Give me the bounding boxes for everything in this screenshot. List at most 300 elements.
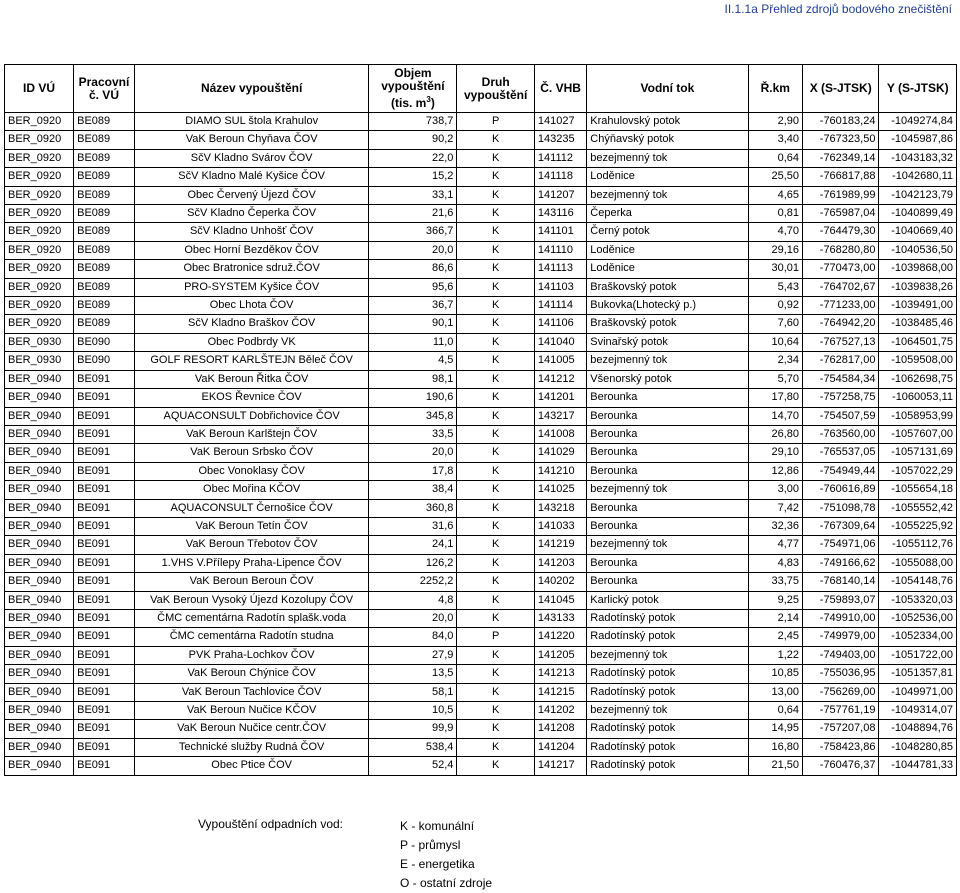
cell-id-vu: BER_0940: [5, 425, 74, 443]
cell-nazev: AQUACONSULT Černošice ČOV: [134, 499, 369, 517]
cell-vodni-tok: Karlický potok: [587, 591, 748, 609]
cell-druh: K: [457, 554, 535, 572]
cell-id-vu: BER_0920: [5, 241, 74, 259]
cell-pracovni: BE091: [74, 499, 135, 517]
cell-rkm: 10,85: [748, 665, 802, 683]
cell-objem: 31,6: [369, 517, 457, 535]
header-rkm: Ř.km: [748, 65, 802, 113]
cell-x: -760476,37: [803, 757, 879, 775]
cell-vodni-tok: Braškovský potok: [587, 278, 748, 296]
cell-y: -1054148,76: [879, 573, 957, 591]
legend-item: K - komunální: [400, 819, 475, 833]
cell-pracovni: BE089: [74, 223, 135, 241]
cell-pracovni: BE089: [74, 278, 135, 296]
cell-rkm: 0,64: [748, 149, 802, 167]
table-row: [5, 444, 957, 462]
table-row: [5, 333, 957, 351]
cell-pracovni: BE091: [74, 702, 135, 720]
cell-druh: K: [457, 315, 535, 333]
cell-nazev: VaK Beroun Chýnice ČOV: [134, 665, 369, 683]
header-pracovni: Pracovní č. VÚ: [74, 65, 135, 113]
cell-rkm: 10,64: [748, 333, 802, 351]
cell-cvhb: 140202: [534, 573, 586, 591]
cell-druh: K: [457, 241, 535, 259]
cell-rkm: 2,34: [748, 352, 802, 370]
cell-y: -1042123,79: [879, 186, 957, 204]
header-objem: Objem vypouštění (tis. $m^3$): [369, 65, 457, 113]
cell-rkm: 14,70: [748, 407, 802, 425]
cell-vodni-tok: Loděnice: [587, 260, 748, 278]
cell-objem: 27,9: [369, 646, 457, 664]
cell-x: -765537,05: [803, 444, 879, 462]
cell-objem: 52,4: [369, 757, 457, 775]
cell-x: -770473,00: [803, 260, 879, 278]
cell-cvhb: 141220: [534, 628, 586, 646]
cell-vodni-tok: bezejmenný tok: [587, 536, 748, 554]
cell-vodni-tok: Berounka: [587, 573, 748, 591]
cell-x: -771233,00: [803, 297, 879, 315]
cell-rkm: 21,50: [748, 757, 802, 775]
cell-objem: 24,1: [369, 536, 457, 554]
cell-id-vu: BER_0920: [5, 131, 74, 149]
cell-cvhb: 141114: [534, 297, 586, 315]
cell-cvhb: 141204: [534, 738, 586, 756]
cell-rkm: 14,95: [748, 720, 802, 738]
table-row: [5, 149, 957, 167]
cell-cvhb: 141208: [534, 720, 586, 738]
cell-cvhb: 141110: [534, 241, 586, 259]
table-row: [5, 738, 957, 756]
cell-vodni-tok: Radotínský potok: [587, 720, 748, 738]
cell-rkm: 4,83: [748, 554, 802, 572]
header-id-vu: ID VÚ: [5, 65, 74, 113]
cell-nazev: DIAMO SUL štola Krahulov: [134, 113, 369, 131]
cell-pracovni: BE090: [74, 352, 135, 370]
cell-objem: 21,6: [369, 205, 457, 223]
cell-vodni-tok: Svinařský potok: [587, 333, 748, 351]
cell-nazev: VaK Beroun Vysoký Újezd Kozolupy ČOV: [134, 591, 369, 609]
cell-y: -1049274,84: [879, 113, 957, 131]
cell-objem: 366,7: [369, 223, 457, 241]
cell-id-vu: BER_0930: [5, 333, 74, 351]
cell-objem: 90,2: [369, 131, 457, 149]
cell-vodni-tok: Radotínský potok: [587, 683, 748, 701]
cell-nazev: SčV Kladno Čeperka ČOV: [134, 205, 369, 223]
cell-nazev: Obec Ptice ČOV: [134, 757, 369, 775]
table-row: [5, 554, 957, 572]
cell-y: -1058953,99: [879, 407, 957, 425]
cell-nazev: GOLF RESORT KARLŠTEJN Běleč ČOV: [134, 352, 369, 370]
cell-cvhb: 143133: [534, 609, 586, 627]
cell-rkm: 0,92: [748, 297, 802, 315]
header-nazev: Název vypouštění: [134, 65, 369, 113]
cell-objem: 13,5: [369, 665, 457, 683]
cell-druh: K: [457, 499, 535, 517]
cell-pracovni: BE089: [74, 149, 135, 167]
cell-y: -1040536,50: [879, 241, 957, 259]
cell-x: -749403,00: [803, 646, 879, 664]
cell-y: -1055225,92: [879, 517, 957, 535]
cell-nazev: EKOS Řevnice ČOV: [134, 389, 369, 407]
cell-id-vu: BER_0920: [5, 260, 74, 278]
cell-id-vu: BER_0920: [5, 315, 74, 333]
cell-vodni-tok: Radotínský potok: [587, 738, 748, 756]
cell-rkm: 0,64: [748, 702, 802, 720]
cell-vodni-tok: Berounka: [587, 425, 748, 443]
table-row: [5, 278, 957, 296]
cell-pracovni: BE091: [74, 462, 135, 480]
cell-id-vu: BER_0920: [5, 113, 74, 131]
cell-vodni-tok: Radotínský potok: [587, 757, 748, 775]
table-row: [5, 131, 957, 149]
cell-rkm: 3,00: [748, 481, 802, 499]
cell-cvhb: 141008: [534, 425, 586, 443]
cell-y: -1049314,07: [879, 702, 957, 720]
cell-nazev: VaK Beroun Nučice centr.ČOV: [134, 720, 369, 738]
cell-nazev: SčV Kladno Svárov ČOV: [134, 149, 369, 167]
cell-druh: K: [457, 683, 535, 701]
cell-x: -761989,99: [803, 186, 879, 204]
cell-objem: 86,6: [369, 260, 457, 278]
cell-rkm: 7,60: [748, 315, 802, 333]
cell-vodni-tok: Berounka: [587, 407, 748, 425]
cell-cvhb: 141203: [534, 554, 586, 572]
cell-nazev: VaK Beroun Beroun ČOV: [134, 573, 369, 591]
cell-x: -755036,95: [803, 665, 879, 683]
cell-vodni-tok: Všenorský potok: [587, 370, 748, 388]
cell-pracovni: BE091: [74, 591, 135, 609]
cell-id-vu: BER_0920: [5, 205, 74, 223]
legend-list: [400, 817, 492, 893]
cell-druh: K: [457, 205, 535, 223]
cell-nazev: Technické služby Rudná ČOV: [134, 738, 369, 756]
cell-objem: 11,0: [369, 333, 457, 351]
cell-cvhb: 141040: [534, 333, 586, 351]
cell-pracovni: BE091: [74, 683, 135, 701]
cell-id-vu: BER_0940: [5, 628, 74, 646]
cell-druh: K: [457, 389, 535, 407]
cell-rkm: 5,43: [748, 278, 802, 296]
cell-nazev: VaK Beroun Řitka ČOV: [134, 370, 369, 388]
cell-nazev: SčV Kladno Unhošť ČOV: [134, 223, 369, 241]
header-y: Y (S-JTSK): [879, 65, 957, 113]
cell-druh: K: [457, 352, 535, 370]
cell-y: -1048894,76: [879, 720, 957, 738]
cell-id-vu: BER_0920: [5, 278, 74, 296]
cell-y: -1048280,85: [879, 738, 957, 756]
cell-y: -1038485,46: [879, 315, 957, 333]
cell-nazev: VaK Beroun Tachlovice ČOV: [134, 683, 369, 701]
cell-id-vu: BER_0940: [5, 481, 74, 499]
cell-id-vu: BER_0940: [5, 702, 74, 720]
cell-x: -768140,14: [803, 573, 879, 591]
cell-x: -764702,67: [803, 278, 879, 296]
cell-id-vu: BER_0940: [5, 646, 74, 664]
cell-druh: K: [457, 278, 535, 296]
cell-x: -756269,00: [803, 683, 879, 701]
cell-rkm: 0,81: [748, 205, 802, 223]
cell-druh: K: [457, 333, 535, 351]
cell-y: -1052334,00: [879, 628, 957, 646]
table-row: [5, 517, 957, 535]
cell-id-vu: BER_0930: [5, 352, 74, 370]
cell-druh: K: [457, 536, 535, 554]
cell-rkm: 16,80: [748, 738, 802, 756]
cell-rkm: 12,86: [748, 462, 802, 480]
cell-y: -1039491,00: [879, 297, 957, 315]
cell-y: -1039868,00: [879, 260, 957, 278]
cell-druh: K: [457, 223, 535, 241]
cell-cvhb: 141025: [534, 481, 586, 499]
cell-rkm: 4,65: [748, 186, 802, 204]
cell-id-vu: BER_0940: [5, 609, 74, 627]
cell-x: -758423,86: [803, 738, 879, 756]
cell-objem: 345,8: [369, 407, 457, 425]
cell-id-vu: BER_0920: [5, 186, 74, 204]
cell-pracovni: BE089: [74, 260, 135, 278]
cell-druh: P: [457, 628, 535, 646]
cell-x: -754584,34: [803, 370, 879, 388]
table-row: [5, 352, 957, 370]
cell-id-vu: BER_0940: [5, 462, 74, 480]
cell-cvhb: 141106: [534, 315, 586, 333]
cell-id-vu: BER_0940: [5, 720, 74, 738]
cell-vodni-tok: Loděnice: [587, 241, 748, 259]
table-row: [5, 757, 957, 775]
cell-pracovni: BE091: [74, 720, 135, 738]
cell-rkm: 2,45: [748, 628, 802, 646]
cell-pracovni: BE091: [74, 573, 135, 591]
cell-y: -1064501,75: [879, 333, 957, 351]
cell-objem: 20,0: [369, 609, 457, 627]
cell-druh: K: [457, 425, 535, 443]
cell-rkm: 9,25: [748, 591, 802, 609]
cell-cvhb: 141217: [534, 757, 586, 775]
cell-y: -1045987,86: [879, 131, 957, 149]
cell-vodni-tok: Berounka: [587, 517, 748, 535]
cell-nazev: AQUACONSULT Dobřichovice ČOV: [134, 407, 369, 425]
cell-pracovni: BE089: [74, 205, 135, 223]
cell-nazev: Obec Horní Bezděkov ČOV: [134, 241, 369, 259]
cell-rkm: 32,36: [748, 517, 802, 535]
cell-y: -1039838,26: [879, 278, 957, 296]
table-row: [5, 425, 957, 443]
cell-x: -764479,30: [803, 223, 879, 241]
cell-cvhb: 141112: [534, 149, 586, 167]
cell-id-vu: BER_0920: [5, 168, 74, 186]
cell-druh: K: [457, 297, 535, 315]
cell-objem: 126,2: [369, 554, 457, 572]
cell-rkm: 29,16: [748, 241, 802, 259]
table-row: [5, 462, 957, 480]
cell-pracovni: BE089: [74, 297, 135, 315]
cell-id-vu: BER_0940: [5, 591, 74, 609]
cell-objem: 36,7: [369, 297, 457, 315]
cell-y: -1040899,49: [879, 205, 957, 223]
cell-druh: K: [457, 260, 535, 278]
cell-vodni-tok: Berounka: [587, 554, 748, 572]
table-row: [5, 499, 957, 517]
cell-pracovni: BE091: [74, 609, 135, 627]
cell-cvhb: 141005: [534, 352, 586, 370]
cell-vodni-tok: Krahulovský potok: [587, 113, 748, 131]
cell-objem: 4,8: [369, 591, 457, 609]
cell-cvhb: 141207: [534, 186, 586, 204]
cell-pracovni: BE091: [74, 628, 135, 646]
cell-vodni-tok: Černý potok: [587, 223, 748, 241]
cell-x: -767323,50: [803, 131, 879, 149]
cell-rkm: 29,10: [748, 444, 802, 462]
cell-x: -759893,07: [803, 591, 879, 609]
cell-vodni-tok: Braškovský potok: [587, 315, 748, 333]
cell-vodni-tok: Berounka: [587, 499, 748, 517]
table-row: [5, 720, 957, 738]
cell-druh: P: [457, 113, 535, 131]
cell-objem: 22,0: [369, 149, 457, 167]
cell-pracovni: BE091: [74, 370, 135, 388]
cell-id-vu: BER_0920: [5, 297, 74, 315]
cell-druh: K: [457, 738, 535, 756]
cell-pracovni: BE089: [74, 315, 135, 333]
cell-vodni-tok: Radotínský potok: [587, 609, 748, 627]
cell-pracovni: BE091: [74, 407, 135, 425]
table-row: [5, 315, 957, 333]
cell-cvhb: 143116: [534, 205, 586, 223]
cell-y: -1055654,18: [879, 481, 957, 499]
table-row: [5, 186, 957, 204]
cell-druh: K: [457, 186, 535, 204]
cell-vodni-tok: bezejmenný tok: [587, 186, 748, 204]
cell-druh: K: [457, 757, 535, 775]
header-x: X (S-JTSK): [803, 65, 879, 113]
cell-rkm: 7,42: [748, 499, 802, 517]
header-cvhb: Č. VHB: [534, 65, 586, 113]
cell-cvhb: 141215: [534, 683, 586, 701]
cell-pracovni: BE090: [74, 333, 135, 351]
cell-id-vu: BER_0940: [5, 389, 74, 407]
cell-pracovni: BE089: [74, 168, 135, 186]
cell-vodni-tok: Berounka: [587, 389, 748, 407]
cell-id-vu: BER_0920: [5, 223, 74, 241]
cell-nazev: SčV Kladno Malé Kyšice ČOV: [134, 168, 369, 186]
table-row: [5, 573, 957, 591]
page-title: II.1.1a Přehled zdrojů bodového znečištění: [724, 2, 952, 16]
cell-rkm: 13,00: [748, 683, 802, 701]
cell-x: -754971,06: [803, 536, 879, 554]
cell-x: -766817,88: [803, 168, 879, 186]
cell-id-vu: BER_0940: [5, 554, 74, 572]
cell-objem: 90,1: [369, 315, 457, 333]
cell-pracovni: BE091: [74, 738, 135, 756]
cell-cvhb: 143217: [534, 407, 586, 425]
cell-cvhb: 141103: [534, 278, 586, 296]
table-row: [5, 481, 957, 499]
cell-vodni-tok: bezejmenný tok: [587, 646, 748, 664]
cell-objem: 4,5: [369, 352, 457, 370]
cell-objem: 10,5: [369, 702, 457, 720]
cell-nazev: ČMC cementárna Radotín splašk.voda: [134, 609, 369, 627]
cell-objem: 190,6: [369, 389, 457, 407]
table-row: [5, 113, 957, 131]
cell-nazev: VaK Beroun Karlštejn ČOV: [134, 425, 369, 443]
cell-rkm: 5,70: [748, 370, 802, 388]
cell-nazev: VaK Beroun Tetín ČOV: [134, 517, 369, 535]
cell-y: -1057022,29: [879, 462, 957, 480]
cell-rkm: 4,77: [748, 536, 802, 554]
cell-y: -1055088,00: [879, 554, 957, 572]
table-row: [5, 536, 957, 554]
cell-x: -764942,20: [803, 315, 879, 333]
table-row: [5, 241, 957, 259]
cell-objem: 2252,2: [369, 573, 457, 591]
cell-pracovni: BE089: [74, 186, 135, 204]
cell-objem: 15,2: [369, 168, 457, 186]
cell-id-vu: BER_0940: [5, 444, 74, 462]
cell-pracovni: BE089: [74, 131, 135, 149]
cell-x: -749979,00: [803, 628, 879, 646]
discharge-sources-table: [4, 64, 957, 776]
table-body: [5, 113, 957, 776]
cell-druh: K: [457, 462, 535, 480]
cell-y: -1055552,42: [879, 499, 957, 517]
cell-x: -757207,08: [803, 720, 879, 738]
table-row: [5, 407, 957, 425]
table-row: [5, 683, 957, 701]
cell-rkm: 26,80: [748, 425, 802, 443]
cell-vodni-tok: Čeperka: [587, 205, 748, 223]
table-row: [5, 223, 957, 241]
cell-x: -763560,00: [803, 425, 879, 443]
cell-objem: 538,4: [369, 738, 457, 756]
cell-y: -1059508,00: [879, 352, 957, 370]
cell-nazev: PRO-SYSTEM Kyšice ČOV: [134, 278, 369, 296]
cell-x: -760616,89: [803, 481, 879, 499]
cell-x: -767309,64: [803, 517, 879, 535]
cell-y: -1057131,69: [879, 444, 957, 462]
cell-objem: 84,0: [369, 628, 457, 646]
cell-y: -1052536,00: [879, 609, 957, 627]
table-row: [5, 702, 957, 720]
cell-y: -1040669,40: [879, 223, 957, 241]
cell-objem: 17,8: [369, 462, 457, 480]
cell-pracovni: BE091: [74, 757, 135, 775]
cell-y: -1060053,11: [879, 389, 957, 407]
cell-x: -754507,59: [803, 407, 879, 425]
cell-nazev: Obec Podbrdy VK: [134, 333, 369, 351]
cell-nazev: Obec Mořina KČOV: [134, 481, 369, 499]
cell-x: -751098,78: [803, 499, 879, 517]
cell-y: -1062698,75: [879, 370, 957, 388]
cell-cvhb: 141045: [534, 591, 586, 609]
cell-pracovni: BE091: [74, 389, 135, 407]
table-header-row: [5, 65, 957, 113]
table-row: [5, 260, 957, 278]
cell-pracovni: BE091: [74, 554, 135, 572]
cell-id-vu: BER_0940: [5, 738, 74, 756]
cell-pracovni: BE091: [74, 536, 135, 554]
legend-label: Vypouštění odpadních vod:: [198, 817, 343, 831]
cell-objem: 360,8: [369, 499, 457, 517]
cell-id-vu: BER_0940: [5, 407, 74, 425]
cell-x: -749910,00: [803, 609, 879, 627]
cell-x: -767527,13: [803, 333, 879, 351]
cell-druh: K: [457, 407, 535, 425]
cell-nazev: Obec Bratronice sdruž.ČOV: [134, 260, 369, 278]
cell-nazev: VaK Beroun Chyňava ČOV: [134, 131, 369, 149]
cell-vodni-tok: Radotínský potok: [587, 628, 748, 646]
cell-objem: 58,1: [369, 683, 457, 701]
cell-nazev: 1.VHS V.Přílepy Praha-Lipence ČOV: [134, 554, 369, 572]
